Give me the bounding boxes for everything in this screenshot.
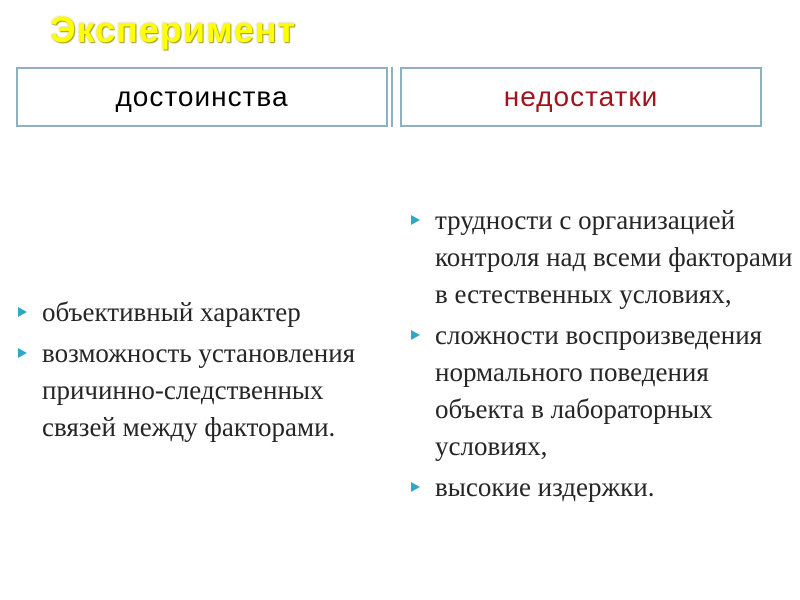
slide-title: Эксперимент (50, 9, 297, 50)
triangle-bullet-icon (411, 215, 420, 225)
triangle-bullet-icon (18, 307, 27, 317)
advantage-text: объективный характер (42, 297, 301, 327)
list-item (411, 202, 796, 313)
triangle-bullet-icon (411, 482, 420, 492)
advantages-header-label: достоинства (115, 81, 289, 112)
triangle-bullet-icon (18, 348, 27, 358)
triangle-bullet-icon (411, 330, 420, 340)
disadvantages-header (400, 67, 762, 127)
disadvantages-list (411, 202, 796, 510)
list-item (18, 335, 378, 446)
list-item (411, 317, 796, 465)
list-item (18, 294, 378, 331)
advantages-header (16, 67, 388, 127)
disadvantage-text: высокие издержки. (435, 472, 655, 502)
disadvantage-text: сложности воспроизведения нормального поведения объекта в лабораторных условиях, (435, 320, 763, 461)
list-item (411, 469, 796, 506)
advantages-list (18, 294, 378, 450)
header-divider (391, 67, 393, 127)
disadvantage-text: трудности с организацией контроля над всеми факторами в естественных условиях, (435, 205, 793, 309)
disadvantages-header-label: недостатки (503, 81, 659, 112)
advantage-text: возможность установления причинно-следственных связей между факторами. (42, 338, 356, 442)
